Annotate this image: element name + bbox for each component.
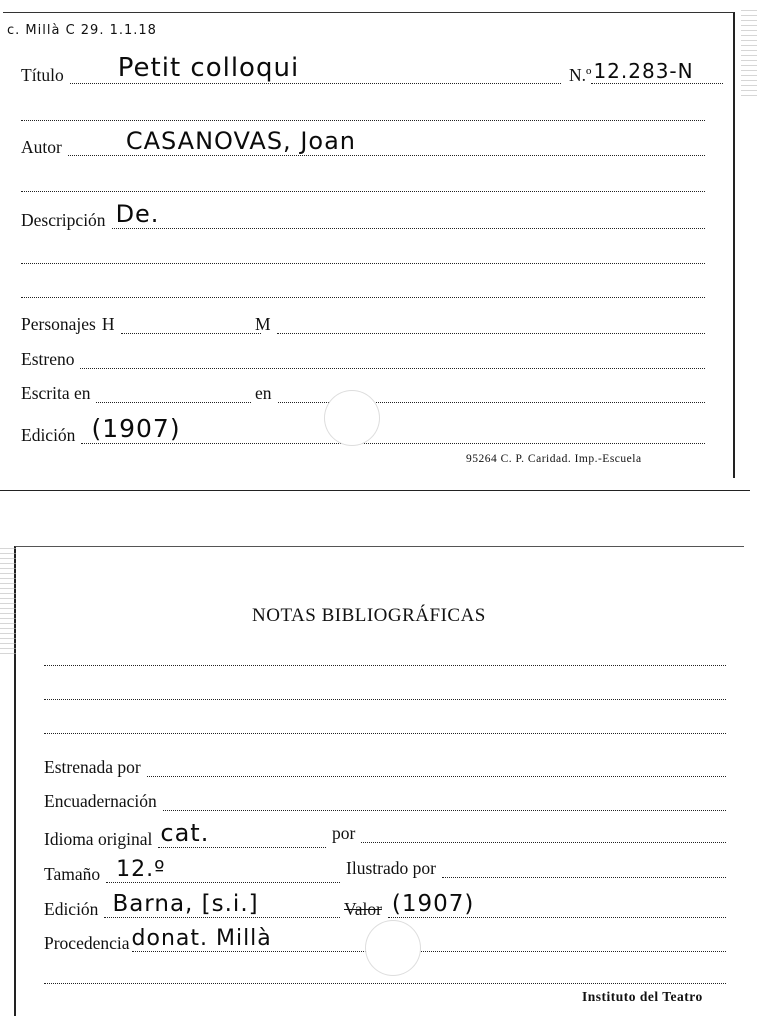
ilustrado-field bbox=[346, 860, 726, 878]
tamano-value: 12.º bbox=[116, 857, 166, 882]
valor-label: Valor bbox=[344, 898, 382, 919]
personajes-m-line bbox=[277, 317, 705, 334]
estrenada-por-field bbox=[44, 759, 726, 777]
autor-value: CASANOVAS, Joan bbox=[125, 127, 356, 155]
blank-line bbox=[44, 733, 726, 734]
blank-line bbox=[21, 191, 705, 192]
encuadernacion-label: Encuadernación bbox=[44, 791, 157, 811]
valor-value: (1907) bbox=[391, 891, 475, 917]
personajes-label: Personajes bbox=[21, 314, 96, 334]
blank-line bbox=[44, 665, 726, 666]
numero-value: 12.283-N bbox=[593, 59, 694, 83]
autor-label: Autor bbox=[21, 136, 62, 157]
encuadernacion-line bbox=[163, 794, 726, 811]
tamano-field bbox=[44, 857, 340, 884]
blank-line bbox=[44, 983, 726, 984]
back-edicion-label: Edición bbox=[44, 898, 99, 919]
edicion-label: Edición bbox=[21, 424, 76, 445]
procedencia-label: Procedencia bbox=[44, 932, 130, 953]
catalog-card-back bbox=[14, 546, 744, 1016]
estreno-field bbox=[21, 351, 705, 369]
numero-line bbox=[591, 61, 723, 84]
ilustrado-label: Ilustrado por bbox=[346, 858, 436, 878]
numero-label: N.º bbox=[569, 64, 592, 85]
escrita-label: Escrita en bbox=[21, 383, 91, 403]
titulo-value: Petit colloqui bbox=[117, 53, 300, 83]
handwritten-reference-note: c. Millà C 29. 1.1.18 bbox=[7, 23, 157, 38]
tamano-label: Tamaño bbox=[44, 863, 101, 884]
titulo-field bbox=[21, 53, 561, 85]
notas-heading: NOTAS BIBLIOGRÁFICAS bbox=[252, 605, 486, 626]
numero-field bbox=[569, 61, 723, 84]
personajes-field bbox=[21, 316, 261, 334]
ilustrado-line bbox=[442, 861, 726, 878]
blank-line bbox=[21, 263, 705, 264]
card-divider bbox=[0, 490, 750, 491]
estreno-line bbox=[80, 352, 705, 369]
personajes-m-field bbox=[255, 316, 705, 334]
descripcion-field bbox=[21, 200, 705, 230]
idioma-line bbox=[158, 819, 326, 848]
estrenada-por-line bbox=[147, 760, 726, 777]
blank-line bbox=[21, 120, 705, 121]
punch-hole bbox=[325, 391, 379, 445]
idioma-por-field bbox=[332, 825, 726, 843]
blank-line bbox=[21, 297, 705, 298]
punch-hole bbox=[366, 921, 420, 975]
titulo-label: Título bbox=[21, 64, 64, 85]
edicion-line bbox=[81, 414, 705, 444]
titulo-line bbox=[70, 53, 561, 84]
idioma-por-label: por bbox=[332, 823, 356, 843]
personajes-m-label: M bbox=[255, 314, 271, 334]
valor-field bbox=[344, 891, 726, 919]
escrita-en-field bbox=[255, 385, 705, 403]
idioma-por-line bbox=[361, 826, 726, 843]
autor-field bbox=[21, 127, 705, 157]
procedencia-value: donat. Millà bbox=[131, 926, 272, 951]
tamano-line bbox=[106, 857, 340, 883]
catalog-card-front bbox=[3, 12, 735, 478]
idioma-label: Idioma original bbox=[44, 828, 153, 849]
escrita-line bbox=[96, 386, 251, 403]
personajes-h-label: H bbox=[101, 314, 115, 334]
printer-imprint: 95264 C. P. Caridad. Imp.-Escuela bbox=[466, 453, 642, 465]
valor-line bbox=[388, 891, 726, 918]
estrenada-por-label: Estrenada por bbox=[44, 757, 141, 777]
descripcion-label: Descripción bbox=[21, 209, 106, 230]
encuadernacion-field bbox=[44, 793, 726, 811]
descripcion-value: De. bbox=[115, 200, 160, 228]
back-edicion-line bbox=[104, 891, 340, 918]
autor-line bbox=[68, 127, 705, 156]
institution-footer: Instituto del Teatro bbox=[582, 989, 703, 1004]
escrita-field bbox=[21, 385, 251, 403]
back-edicion-field bbox=[44, 891, 340, 919]
escrita-en-label: en bbox=[255, 383, 272, 403]
edicion-value: (1907) bbox=[91, 414, 181, 443]
scan-edge-noise bbox=[0, 548, 16, 658]
blank-line bbox=[44, 699, 726, 700]
idioma-value: cat. bbox=[160, 819, 210, 847]
procedencia-line bbox=[131, 926, 726, 952]
personajes-h-line bbox=[121, 317, 262, 334]
descripcion-line bbox=[112, 200, 705, 229]
estreno-label: Estreno bbox=[21, 349, 75, 369]
idioma-field bbox=[44, 819, 326, 849]
scan-edge-noise bbox=[741, 10, 757, 100]
back-edicion-value: Barna, [s.i.] bbox=[112, 891, 259, 917]
